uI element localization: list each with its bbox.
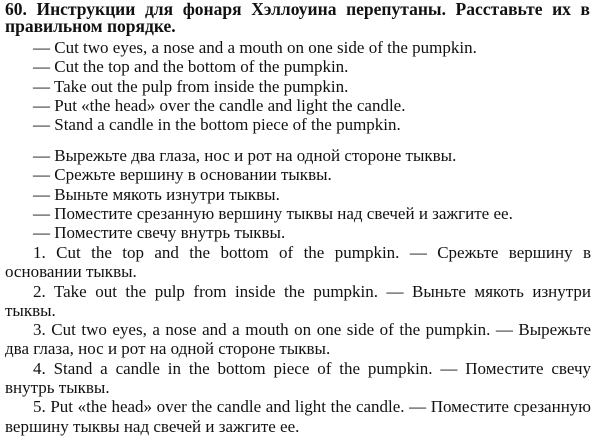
russian-step: — Поместите срезанную вершину тыквы над свечей и зажгите ее. (33, 203, 513, 223)
answer-item: 3. Cut two eyes, a nose and a mouth on one side of the pumpkin. — Вырежьте два глаза, нос и рот на одной стороне тыквы. (5, 320, 591, 359)
english-step: — Take out the pulp from inside the pumpkin. (33, 76, 349, 96)
answer-item: 5. Put «the head» over the candle and light the candle. — Поместите срезанную вершину тыквы над свечей и зажгите ее. (5, 397, 591, 436)
english-steps-list (33, 38, 477, 134)
russian-step: — Срежьте вершину в основании тыквы. (33, 165, 332, 185)
russian-step: — Вырежьте два глаза, нос и рот на одной стороне тыквы. (33, 146, 457, 165)
russian-step: — Поместите свечу внутрь тыквы. (33, 223, 286, 243)
answer-item: 2. Take out the pulp from inside the pumpkin. — Выньте мякоть изнутри тыквы. (5, 281, 591, 320)
exercise-title: 60. Инструкции для фонаря Хэллоуина перепутаны. Расставьте их в правильном порядке. (5, 0, 590, 36)
answer-list (5, 243, 591, 436)
english-step: — Cut the top and the bottom of the pumpkin. (33, 57, 349, 77)
answer-item: 4. Stand a candle in the bottom piece of the pumpkin. — Поместите свечу внутрь тыквы. (5, 358, 591, 398)
english-step: — Cut two eyes, a nose and a mouth on one side of the pumpkin. (33, 38, 477, 57)
russian-steps-list (33, 146, 513, 242)
english-step: — Stand a candle in the bottom piece of the pumpkin. (33, 115, 401, 135)
answer-item: 1. Cut the top and the bottom of the pumpkin. — Срежьте вершину в основании тыквы. (5, 243, 591, 282)
russian-step: — Выньте мякоть изнутри тыквы. (33, 184, 280, 204)
english-step: — Put «the head» over the candle and light the candle. (33, 95, 406, 115)
